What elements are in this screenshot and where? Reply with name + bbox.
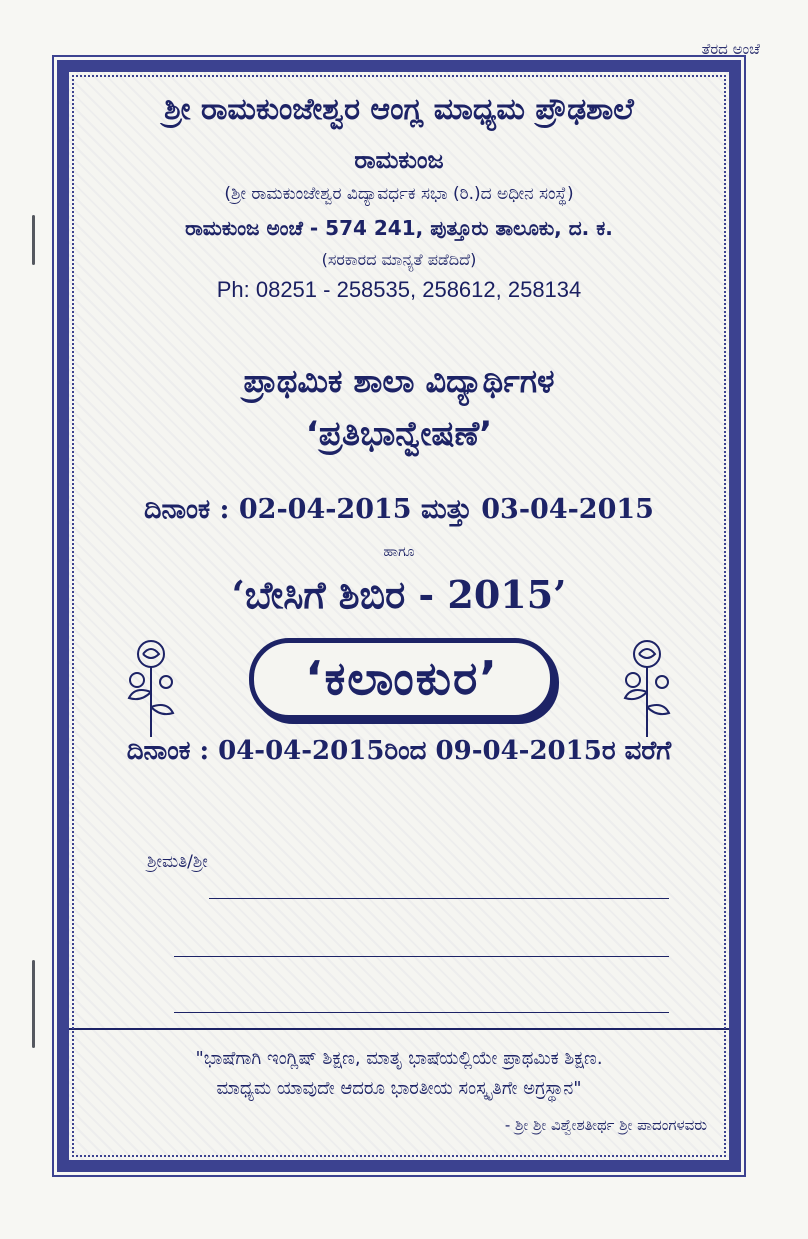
conjunction: ಹಾಗೂ	[383, 544, 415, 560]
quote-attribution: - ಶ್ರೀ ಶ್ರೀ ವಿಶ್ವೇಶತೀರ್ಥ ಶ್ರೀ ಪಾದಂಗಳವರು	[504, 1116, 707, 1134]
talent-search-title: ‘ಪ್ರತಿಭಾನ್ವೇಷಣೆ’	[305, 414, 493, 454]
school-place: ರಾಮಕುಂಜ	[354, 146, 444, 174]
summer-camp-title: ‘ಬೇಸಿಗೆ ಶಿಬಿರ - 2015’	[231, 572, 567, 617]
school-address: ರಾಮಕುಂಜ ಅಂಚೆ - 574 241, ಪುತ್ತೂರು ತಾಲೂಕು, ದ. ಕ.	[185, 216, 613, 240]
staple-top	[32, 215, 35, 265]
school-affiliation: (ಶ್ರೀ ರಾಮಕುಂಜೇಶ್ವರ ವಿದ್ಯಾವರ್ಧಕ ಸಭಾ (ರಿ.)ದ ಅಧೀನ ಸಂಸ್ಥೆ)	[224, 184, 574, 204]
camp-name-logo: ‘ಕಲಾಂಕುರ’	[249, 638, 555, 720]
decorative-border-frame	[57, 60, 741, 1172]
rose-ornament-right-icon	[615, 632, 679, 742]
phone-numbers: Ph: 08251 - 258535, 258612, 258134	[216, 277, 582, 302]
rose-ornament-left-icon	[119, 632, 183, 742]
recipient-name-line	[209, 898, 669, 899]
summer-camp-date: ದಿನಾಂಕ : 04-04-2015ರಿಂದ 09-04-2015ರ ವರೆಗೆ	[126, 736, 672, 766]
quote-line-2: ಮಾಧ್ಯಮ ಯಾವುದೇ ಆದರೂ ಭಾರತೀಯ ಸಂಸ್ಕೃತಿಗೇ ಅಗ್ರಸ್ಥಾನ"	[216, 1078, 582, 1099]
recipient-address-line	[174, 1012, 669, 1013]
postal-label: ತೆರದ ಅಂಚೆ	[701, 40, 760, 58]
quote-line-1: "ಭಾಷೆಗಾಗಿ ಇಂಗ್ಲಿಷ್ ಶಿಕ್ಷಣ, ಮಾತೃ ಭಾಷೆಯಲ್ಲಿಯೇ ಪ್ರಾಥಮಿಕ ಶಿಕ್ಷಣ.	[195, 1048, 603, 1069]
talent-search-date: ದಿನಾಂಕ : 02-04-2015 ಮತ್ತು 03-04-2015	[144, 494, 654, 525]
recipient-address-line	[174, 956, 669, 957]
staple-bottom	[32, 960, 35, 1048]
school-name: ಶ್ರೀ ರಾಮಕುಂಜೇಶ್ವರ ಆಂಗ್ಲ ಮಾಧ್ಯಮ ಪ್ರೌಢಶಾಲೆ	[164, 92, 634, 127]
government-recognition: (ಸರಕಾರದ ಮಾನ್ಯತೆ ಪಡೆದಿದೆ)	[321, 250, 477, 269]
recipient-name-label: ಶ್ರೀಮತಿ/ಶ್ರೀ	[147, 852, 208, 872]
quote-box	[69, 1028, 729, 1156]
event-title: ಪ್ರಾಥಮಿಕ ಶಾಲಾ ವಿದ್ಯಾರ್ಥಿಗಳ	[243, 362, 555, 400]
